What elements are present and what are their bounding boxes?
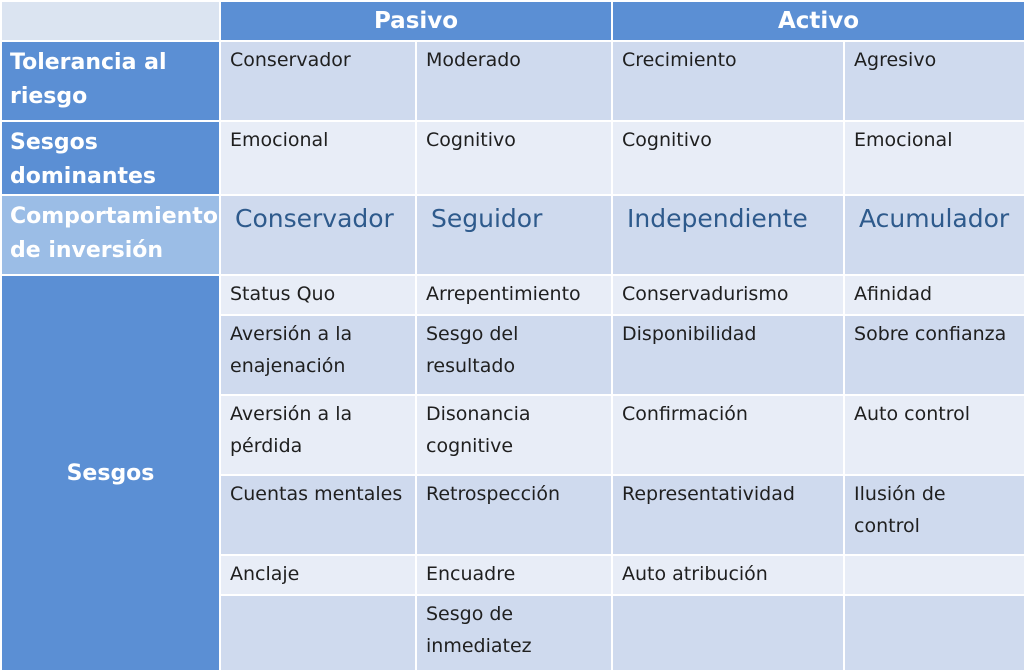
sesgo-cell bbox=[844, 555, 1024, 595]
cell-tolerancia-4: Agresivo bbox=[844, 41, 1024, 121]
sesgo-cell: Cuentas mentales bbox=[220, 475, 416, 555]
sesgo-cell: Confirmación bbox=[612, 395, 844, 475]
row-comportamiento bbox=[1, 195, 1024, 275]
sesgo-cell: Sesgo de inmediatez bbox=[416, 595, 612, 670]
sesgo-cell: Afinidad bbox=[844, 275, 1024, 315]
sesgo-cell: Auto atribución bbox=[612, 555, 844, 595]
header-row bbox=[1, 1, 1024, 41]
sesgo-cell: Aversión a la enajenación bbox=[220, 315, 416, 395]
sesgo-cell: Disponibilidad bbox=[612, 315, 844, 395]
sesgo-cell bbox=[220, 595, 416, 670]
sesgo-cell: Aversión a la pérdida bbox=[220, 395, 416, 475]
sesgo-cell: Status Quo bbox=[220, 275, 416, 315]
sesgo-cell bbox=[844, 595, 1024, 670]
cell-sesgos-dominantes-2: Cognitivo bbox=[416, 121, 612, 195]
sesgo-cell: Anclaje bbox=[220, 555, 416, 595]
cell-comportamiento-2: Seguidor bbox=[416, 195, 612, 275]
sesgo-cell: Conservadurismo bbox=[612, 275, 844, 315]
sesgo-cell: Retrospección bbox=[416, 475, 612, 555]
row-tolerancia bbox=[1, 41, 1024, 121]
row-sesgos-dominantes bbox=[1, 121, 1024, 195]
sesgo-cell: Sobre confianza bbox=[844, 315, 1024, 395]
sesgo-cell: Arrepentimiento bbox=[416, 275, 612, 315]
cell-sesgos-dominantes-3: Cognitivo bbox=[612, 121, 844, 195]
cell-sesgos-dominantes-1: Emocional bbox=[220, 121, 416, 195]
sesgo-cell: Encuadre bbox=[416, 555, 612, 595]
cell-tolerancia-3: Crecimiento bbox=[612, 41, 844, 121]
cell-comportamiento-1: Conservador bbox=[220, 195, 416, 275]
cell-tolerancia-2: Moderado bbox=[416, 41, 612, 121]
header-pasivo: Pasivo bbox=[220, 1, 612, 41]
row-label-comportamiento: Comportamiento de inversión bbox=[1, 195, 220, 275]
row-label-tolerancia: Tolerancia al riesgo bbox=[1, 41, 220, 121]
cell-sesgos-dominantes-4: Emocional bbox=[844, 121, 1024, 195]
header-activo: Activo bbox=[612, 1, 1024, 41]
header-corner bbox=[1, 1, 220, 41]
sesgo-cell bbox=[612, 595, 844, 670]
row-label-sesgos-dominantes: Sesgos dominantes bbox=[1, 121, 220, 195]
sesgo-cell: Representatividad bbox=[612, 475, 844, 555]
sesgos-row-1 bbox=[1, 275, 1024, 315]
sesgo-cell: Auto control bbox=[844, 395, 1024, 475]
row-label-sesgos: Sesgos bbox=[1, 275, 220, 670]
cell-tolerancia-1: Conservador bbox=[220, 41, 416, 121]
sesgo-cell: Ilusión de control bbox=[844, 475, 1024, 555]
cell-comportamiento-4: Acumulador bbox=[844, 195, 1024, 275]
cell-comportamiento-3: Independiente bbox=[612, 195, 844, 275]
sesgo-cell: Sesgo del resultado bbox=[416, 315, 612, 395]
sesgo-cell: Disonancia cognitive bbox=[416, 395, 612, 475]
